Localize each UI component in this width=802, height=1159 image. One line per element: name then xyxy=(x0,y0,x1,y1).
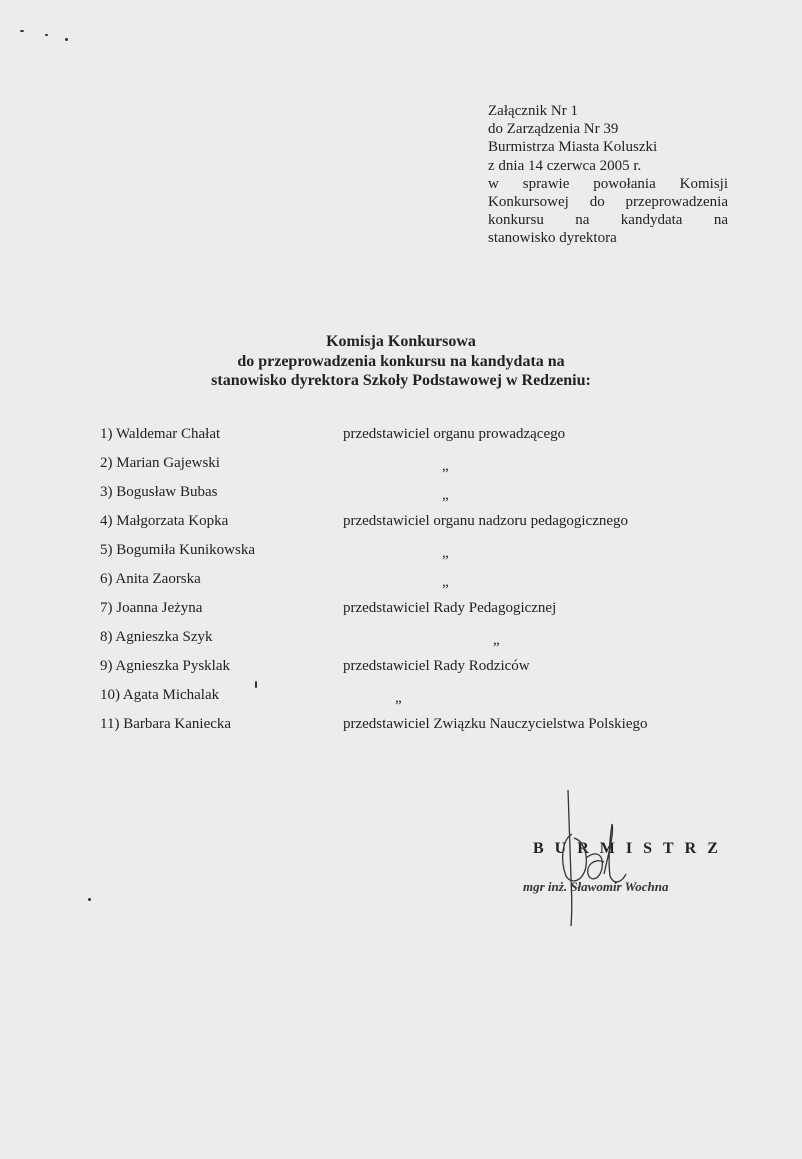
annex-line: z dnia 14 czerwca 2005 r. xyxy=(488,157,642,174)
member-name: 7) Joanna Jeżyna xyxy=(100,600,203,616)
signature-stroke xyxy=(563,834,587,881)
annex-line: Załącznik Nr 1 xyxy=(488,103,578,119)
scan-speck xyxy=(65,38,68,41)
member-name: 4) Małgorzata Kopka xyxy=(100,513,229,529)
annex-reference xyxy=(488,102,728,248)
committee-member-list xyxy=(100,426,780,745)
member-role-ditto: „ xyxy=(493,632,500,648)
member-row xyxy=(100,426,780,455)
member-role: przedstawiciel Rady Pedagogicznej xyxy=(343,600,557,616)
member-name: 11) Barbara Kaniecka xyxy=(100,716,232,732)
member-role: przedstawiciel organu nadzoru pedagogicznego xyxy=(343,513,629,529)
document-heading xyxy=(0,332,802,391)
member-name: 3) Bogusław Bubas xyxy=(100,484,218,500)
member-role-ditto: „ xyxy=(442,487,449,503)
handwritten-signature xyxy=(552,788,672,928)
scan-speck xyxy=(20,30,24,32)
member-role: przedstawiciel Związku Nauczycielstwa Polskiego xyxy=(343,716,648,732)
annex-line: stanowisko dyrektora xyxy=(488,230,617,247)
member-row xyxy=(100,716,780,745)
signature-stroke xyxy=(586,854,604,879)
signature-stroke xyxy=(604,824,626,882)
scan-speck xyxy=(45,34,48,36)
member-role-ditto: „ xyxy=(442,458,449,474)
member-role-ditto: „ xyxy=(442,574,449,590)
member-name: 10) Agata Michalak xyxy=(100,687,220,703)
signatory-title: BURMISTRZ xyxy=(533,840,729,857)
annex-line: w sprawie powołania Komisji xyxy=(488,175,728,192)
member-row xyxy=(100,687,780,716)
member-row xyxy=(100,571,780,600)
member-role-ditto: „ xyxy=(395,690,402,706)
member-name: 9) Agnieszka Pysklak xyxy=(100,658,230,674)
member-name: 8) Agnieszka Szyk xyxy=(100,629,213,645)
member-name: 2) Marian Gajewski xyxy=(100,455,220,471)
member-name: 6) Anita Zaorska xyxy=(100,571,201,587)
member-name: 5) Bogumiła Kunikowska xyxy=(100,542,255,558)
annex-line: Burmistrza Miasta Koluszki xyxy=(488,139,658,156)
signature-stroke xyxy=(568,790,572,926)
annex-line: do Zarządzenia Nr 39 xyxy=(488,121,619,138)
member-role-ditto: „ xyxy=(442,545,449,561)
member-name: 1) Waldemar Chałat xyxy=(100,426,221,442)
member-row xyxy=(100,658,780,687)
heading-line: do przeprowadzenia konkursu na kandydata na xyxy=(237,352,565,370)
annex-line: Konkursowej do przeprowadzenia xyxy=(488,194,728,211)
member-role: przedstawiciel Rady Rodziców xyxy=(343,658,530,674)
member-row xyxy=(100,542,780,571)
member-row xyxy=(100,629,780,658)
member-row xyxy=(100,484,780,513)
heading-line: stanowisko dyrektora Szkoły Podstawowej w Redzeniu: xyxy=(211,372,591,389)
heading-title: Komisja Konkursowa xyxy=(326,333,476,350)
signatory-name: mgr inż. Sławomir Wochna xyxy=(523,879,669,894)
scan-speck xyxy=(88,898,91,901)
member-row xyxy=(100,513,780,542)
annex-line: konkursu na kandydata na xyxy=(488,212,728,229)
member-row xyxy=(100,455,780,484)
member-row xyxy=(100,600,780,629)
member-role: przedstawiciel organu prowadzącego xyxy=(343,426,566,442)
